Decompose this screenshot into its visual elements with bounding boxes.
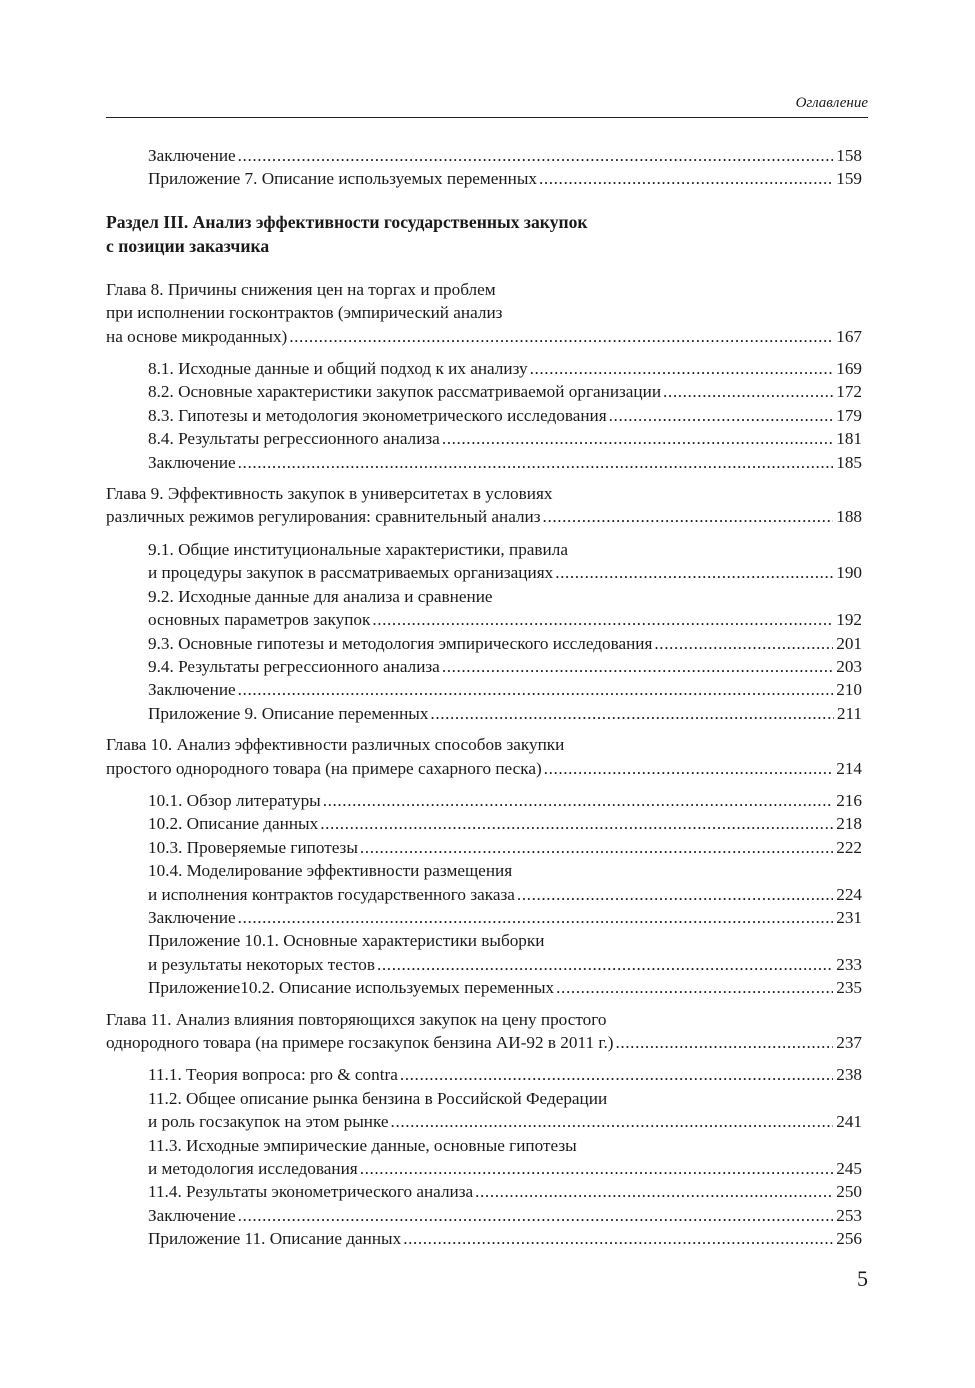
toc-entry-title: 9.3. Основные гипотезы и методология эмпирического исследования xyxy=(148,633,653,653)
toc-entry[interactable] xyxy=(148,538,862,585)
toc-entry-leader-line xyxy=(148,1204,862,1227)
chapter-entry-line: Глава 11. Анализ влияния повторяющихся закупок на цену простого xyxy=(106,1009,607,1029)
toc-entry-leader-line xyxy=(148,836,862,859)
chapter-entry-line: Глава 10. Анализ эффективности различных способов закупки xyxy=(106,735,565,755)
chapter-block xyxy=(106,482,862,725)
toc-entry[interactable] xyxy=(148,836,862,859)
dot-leader xyxy=(530,357,834,380)
toc-entry[interactable] xyxy=(148,1180,862,1203)
toc-entry[interactable] xyxy=(148,1134,862,1181)
toc-entry-leader-line xyxy=(148,678,862,701)
toc-entry-leader-line xyxy=(148,1110,862,1133)
toc-entry-page: 218 xyxy=(836,814,862,834)
toc-entry-title: 8.3. Гипотезы и методология эконометрического исследования xyxy=(148,405,607,425)
toc-entry-page: 169 xyxy=(836,359,862,379)
chapter-block xyxy=(106,278,862,474)
toc-entry[interactable] xyxy=(148,632,862,655)
dot-leader xyxy=(654,632,833,655)
intro-entries xyxy=(106,144,862,191)
toc-entry-title: и методология исследования xyxy=(148,1159,358,1179)
dot-leader xyxy=(442,655,833,678)
running-head: Оглавление xyxy=(795,95,868,111)
toc-entry-leader-line xyxy=(148,976,862,999)
toc-entry-line: 9.2. Исходные данные для анализа и сравнение xyxy=(148,586,493,606)
header-rule xyxy=(106,117,868,118)
toc-entry-title: и роль госзакупок на этом рынке xyxy=(148,1112,389,1132)
toc-entry-leader-line xyxy=(148,702,862,725)
toc-entry-leader-line xyxy=(148,632,862,655)
dot-leader xyxy=(430,702,833,725)
toc-entry-leader-line xyxy=(148,451,862,474)
toc-entry-leader-line xyxy=(148,953,862,976)
toc-entry[interactable] xyxy=(148,144,862,167)
toc-entry-line: 11.2. Общее описание рынка бензина в Российской Федерации xyxy=(148,1088,608,1108)
toc-entry-leader-line xyxy=(148,357,862,380)
toc-entry-title: Приложение 9. Описание переменных xyxy=(148,703,429,723)
toc-entry-title: Заключение xyxy=(148,907,236,927)
chapter-entry[interactable] xyxy=(106,278,862,348)
toc-entry-title: и процедуры закупок в рассматриваемых организациях xyxy=(148,563,554,583)
toc-entry-title: Приложение 11. Описание данных xyxy=(148,1229,402,1249)
toc-entry[interactable] xyxy=(148,380,862,403)
toc-entry-title: Заключение xyxy=(148,146,236,165)
toc-entry-leader-line xyxy=(148,380,862,403)
dot-leader xyxy=(360,1157,834,1180)
chapter-entry[interactable] xyxy=(106,733,862,780)
dot-leader xyxy=(663,380,833,403)
toc-entry-leader-line xyxy=(148,883,862,906)
toc-entry-leader-line xyxy=(148,1157,862,1180)
dot-leader xyxy=(372,608,833,631)
toc-entry-page: 224 xyxy=(836,884,862,904)
dot-leader xyxy=(377,953,833,976)
dot-leader xyxy=(289,325,833,348)
toc-entry-page: 203 xyxy=(836,656,862,676)
toc-entry-title: Заключение xyxy=(148,452,236,472)
dot-leader xyxy=(609,404,834,427)
dot-leader xyxy=(615,1031,833,1054)
dot-leader xyxy=(400,1063,833,1086)
toc-entry-title: 10.3. Проверяемые гипотезы xyxy=(148,837,358,857)
dot-leader xyxy=(238,906,834,929)
dot-leader xyxy=(320,812,833,835)
toc-entry-page: 253 xyxy=(836,1205,862,1225)
toc-entry-page: 250 xyxy=(836,1182,862,1202)
toc-entry-title: 11.1. Теория вопроса: pro & contra xyxy=(148,1065,398,1085)
toc-entry[interactable] xyxy=(148,702,862,725)
toc-entry-line: 10.4. Моделирование эффективности размещения xyxy=(148,861,513,881)
toc-entry[interactable] xyxy=(148,427,862,450)
toc-entry[interactable] xyxy=(148,1063,862,1086)
table-of-contents xyxy=(106,144,862,1251)
toc-entry-page: 241 xyxy=(836,1112,862,1132)
toc-entry-page: 190 xyxy=(836,563,862,583)
chapter-block xyxy=(106,1008,862,1251)
toc-entry-page: 245 xyxy=(836,1159,862,1179)
dot-leader xyxy=(238,678,834,701)
toc-entry-page: 192 xyxy=(836,610,862,630)
toc-entry-title: Приложение 7. Описание используемых переменных xyxy=(148,169,537,189)
chapter-entry[interactable] xyxy=(106,1008,862,1055)
chapter-entry-page: 237 xyxy=(836,1033,862,1052)
chapter-entry-page: 167 xyxy=(836,326,862,346)
toc-entry[interactable] xyxy=(148,404,862,427)
toc-entry-page: 211 xyxy=(836,703,862,723)
toc-entry-leader-line xyxy=(148,608,862,631)
chapter-entry-title: однородного товара (на примере госзакупок бензина АИ-92 в 2011 г.) xyxy=(106,1033,614,1052)
chapter-entry-line: Глава 9. Эффективность закупок в университетах в условиях xyxy=(106,484,553,504)
toc-entry-leader-line xyxy=(148,1180,862,1203)
toc-entry-page: 159 xyxy=(836,169,862,189)
toc-entry-leader-line xyxy=(148,144,862,167)
toc-entry[interactable] xyxy=(148,357,862,380)
toc-entry-line: 9.1. Общие институциональные характеристики, правила xyxy=(148,539,568,559)
dot-leader xyxy=(391,1110,834,1133)
chapter-entry-page: 188 xyxy=(836,507,862,527)
toc-entry[interactable] xyxy=(148,655,862,678)
toc-entry-leader-line xyxy=(148,561,862,584)
chapter-entry-leader-line xyxy=(106,1031,862,1054)
toc-entry[interactable] xyxy=(148,585,862,632)
chapter-entry-leader-line xyxy=(106,757,862,780)
toc-entry[interactable] xyxy=(148,906,862,929)
toc-entry-page: 201 xyxy=(836,633,862,653)
toc-entry-page: 235 xyxy=(836,978,862,998)
toc-entry-page: 181 xyxy=(836,429,862,449)
dot-leader xyxy=(555,561,833,584)
chapter-entry-title: различных режимов регулирования: сравнительный анализ xyxy=(106,507,541,527)
toc-entry[interactable] xyxy=(148,1227,862,1250)
toc-entry[interactable] xyxy=(148,678,862,701)
section-title xyxy=(106,210,862,258)
chapter-block xyxy=(106,733,862,999)
chapter-entry[interactable] xyxy=(106,482,862,529)
toc-entry[interactable] xyxy=(148,859,862,906)
dot-leader xyxy=(442,427,833,450)
toc-entry-line: 11.3. Исходные эмпирические данные, основные гипотезы xyxy=(148,1135,577,1155)
toc-entry-title: Заключение xyxy=(148,1205,236,1225)
toc-entry[interactable] xyxy=(148,451,862,474)
toc-entry-title: 10.2. Описание данных xyxy=(148,814,319,834)
toc-entry-page: 238 xyxy=(836,1065,862,1085)
toc-entry-leader-line xyxy=(148,167,862,190)
toc-entry-leader-line xyxy=(148,1227,862,1250)
toc-entry[interactable] xyxy=(148,789,862,812)
dot-leader xyxy=(238,1204,834,1227)
dot-leader xyxy=(475,1180,833,1203)
chapter-subentries xyxy=(106,538,862,725)
toc-entry[interactable] xyxy=(148,976,862,999)
toc-entry-title: Приложение10.2. Описание используемых переменных xyxy=(148,978,555,998)
toc-entry-leader-line xyxy=(148,427,862,450)
toc-entry-page: 222 xyxy=(836,837,862,857)
chapter-entry-leader-line xyxy=(106,325,862,348)
toc-entry-page: 158 xyxy=(836,146,862,165)
toc-entry-title: 9.4. Результаты регрессионного анализа xyxy=(148,656,440,676)
toc-entry-leader-line xyxy=(148,812,862,835)
chapter-entry-page: 214 xyxy=(836,758,862,778)
toc-entry-page: 172 xyxy=(836,382,862,402)
toc-entry-title: основных параметров закупок xyxy=(148,610,371,630)
chapter-entry-line: при исполнении госконтрактов (эмпирический анализ xyxy=(106,303,503,323)
chapter-subentries xyxy=(106,789,862,1000)
toc-entry-title: и исполнения контрактов государственного заказа xyxy=(148,884,515,904)
toc-entry-leader-line xyxy=(148,404,862,427)
chapter-entry-leader-line xyxy=(106,505,862,528)
toc-entry-page: 185 xyxy=(836,452,862,472)
dot-leader xyxy=(556,976,833,999)
toc-entry-title: Заключение xyxy=(148,680,236,700)
dot-leader xyxy=(360,836,833,859)
chapter-subentries xyxy=(106,357,862,474)
section-title-line: с позиции заказчика xyxy=(106,235,270,256)
toc-entry-page: 179 xyxy=(836,405,862,425)
toc-entry-title: 8.4. Результаты регрессионного анализа xyxy=(148,429,440,449)
dot-leader xyxy=(403,1227,833,1250)
toc-entry-page: 233 xyxy=(836,954,862,974)
toc-entry-leader-line xyxy=(148,789,862,812)
toc-entry-leader-line xyxy=(148,655,862,678)
toc-entry-title: 8.2. Основные характеристики закупок рассматриваемой организации xyxy=(148,382,662,402)
dot-leader xyxy=(539,167,833,190)
toc-entry-page: 231 xyxy=(836,907,862,927)
dot-leader xyxy=(517,883,833,906)
dot-leader xyxy=(238,144,834,167)
chapters xyxy=(106,278,862,1251)
toc-entry-leader-line xyxy=(148,1063,862,1086)
toc-entry-title: 8.1. Исходные данные и общий подход к их анализу xyxy=(148,359,528,379)
dot-leader xyxy=(543,505,834,528)
chapter-entry-title: простого однородного товара (на примере сахарного песка) xyxy=(106,758,542,778)
toc-entry-leader-line xyxy=(148,906,862,929)
toc-entry-title: и результаты некоторых тестов xyxy=(148,954,375,974)
toc-entry[interactable] xyxy=(148,167,862,190)
toc-entry-line: Приложение 10.1. Основные характеристики выборки xyxy=(148,931,545,951)
chapter-subentries xyxy=(106,1063,862,1250)
toc-entry-page: 210 xyxy=(836,680,862,700)
chapter-entry-title: на основе микроданных) xyxy=(106,326,288,346)
toc-entry-page: 256 xyxy=(836,1229,862,1249)
chapter-entry-line: Глава 8. Причины снижения цен на торгах и проблем xyxy=(106,279,496,299)
toc-entry[interactable] xyxy=(148,1204,862,1227)
dot-leader xyxy=(544,757,834,780)
toc-entry-title: 11.4. Результаты эконометрического анализа xyxy=(148,1182,474,1202)
toc-entry-title: 10.1. Обзор литературы xyxy=(148,790,321,810)
toc-entry[interactable] xyxy=(148,1087,862,1134)
page-number: 5 xyxy=(857,1266,868,1291)
dot-leader xyxy=(238,451,834,474)
toc-entry[interactable] xyxy=(148,812,862,835)
toc-entry[interactable] xyxy=(148,929,862,976)
toc-entry-page: 216 xyxy=(836,790,862,810)
dot-leader xyxy=(323,789,834,812)
section-title-line: Раздел III. Анализ эффективности государственных закупок xyxy=(106,211,588,232)
